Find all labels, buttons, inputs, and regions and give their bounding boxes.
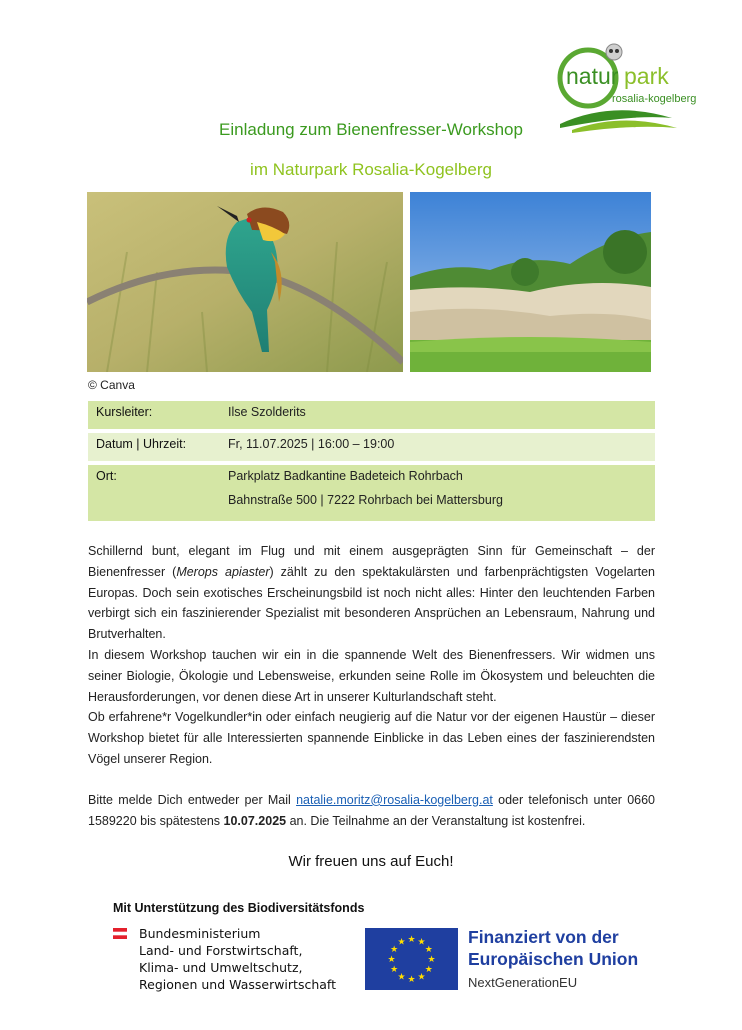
info-row-leader: [88, 401, 655, 429]
info-row-place: [88, 465, 655, 521]
eu-star: ★: [390, 964, 399, 974]
eu-star: ★: [407, 934, 416, 944]
eu-funding-text: [468, 926, 638, 990]
paragraph-3: Ob erfahrene*r Vogelkundler*in oder einfach neugierig auf die Natur vor der eigenen Haustür – dieser Workshop bietet für alle Interessierten spannende Einblicke in das Leben eines der faszinierendsten Vögel unserer Region.: [88, 710, 655, 766]
page-subtitle: im Naturpark Rosalia-Kogelberg: [250, 160, 492, 179]
leader-label: Kursleiter:: [96, 405, 153, 419]
page-title: Einladung zum Bienenfresser-Workshop: [219, 120, 523, 139]
latin-name: Merops apiaster: [176, 564, 270, 579]
place-label: Ort:: [96, 469, 117, 483]
place-value: [228, 469, 655, 517]
ministry-line-1: Bundesministerium: [139, 926, 261, 941]
eu-star: ★: [397, 971, 406, 982]
description-text: [88, 541, 655, 831]
paragraph-2: In diesem Workshop tauchen wir ein in die spannende Welt des Bienenfressers. Wir widmen uns seiner Biologie, Ökologie und Lebensweise, erkunden seine Rolle im Ökosystem und beleuchten die Herausforderungen, vor denen diese Art in unserer Kulturlandschaft steht.: [88, 647, 655, 704]
ministry-line-3: Klima- und Umweltschutz,: [139, 960, 303, 975]
eu-star: ★: [407, 974, 416, 984]
logo-natur-text: natur: [566, 63, 619, 89]
course-info-table: [88, 401, 655, 525]
eu-star: ★: [397, 936, 406, 947]
bee-eater-photo: [87, 192, 403, 372]
ministry-line-4: Regionen und Wasserwirtschaft: [139, 977, 336, 992]
ministry-line-2: Land- und Forstwirtschaft,: [139, 943, 303, 958]
eu-star: ★: [424, 964, 433, 974]
eu-star: ★: [387, 954, 396, 964]
habitat-photo: [410, 192, 651, 372]
eu-star: ★: [427, 954, 436, 964]
place-line-1: Parkplatz Badkantine Badeteich Rohrbach: [228, 469, 463, 483]
leader-value: Ilse Szolderits: [228, 405, 306, 419]
photo-credit: © Canva: [88, 378, 135, 392]
eu-line-3: NextGenerationEU: [468, 975, 578, 990]
date-label: Datum | Uhrzeit:: [96, 437, 187, 451]
deadline-date: 10.07.2025: [223, 813, 287, 828]
date-value: Fr, 11.07.2025 | 16:00 – 19:00: [228, 437, 395, 451]
eu-star: ★: [417, 971, 426, 982]
ministry-logo: [113, 925, 336, 993]
eu-line-1: Finanziert von der: [468, 927, 619, 947]
registration-paragraph: Bitte melde Dich entweder per Mail natalie.moritz@rosalia-kogelberg.at oder telefonisch unter 0660 1589220 bis spätestens 10.07.2025 an. Die Teilnahme an der Veranstaltung ist kostenfrei.: [88, 792, 656, 828]
eu-flag-icon: [365, 928, 458, 990]
eu-star: ★: [424, 944, 433, 954]
place-line-2: Bahnstraße 500 | 7222 Rohrbach bei Mattersburg: [228, 493, 503, 507]
paragraph-1: Schillernd bunt, elegant im Flug und mit einem ausgeprägten Sinn für Gemeinschaft – der Bienenfresser (Merops apiaster) zählt zu den spektakulärsten und farbenprächtigsten Vogelarten Europas. Doch sein exotisches Erscheinungsbild ist noch nicht alles: Hinter den leuchtenden Farben verbirgt sich ein faszinierender Spezialist mit besonderen Ansprüchen an Lebensraum, Nahrung und Brutverhalten.: [88, 544, 656, 642]
closing-line: Wir freuen uns auf Euch!: [288, 853, 454, 870]
logo-park-text: park: [624, 63, 669, 89]
info-row-date: [88, 433, 655, 461]
austria-flag-icon: [113, 928, 127, 939]
eu-star: ★: [390, 944, 399, 954]
email-link[interactable]: natalie.moritz@rosalia-kogelberg.at: [296, 792, 493, 807]
eu-line-2: Europäischen Union: [468, 949, 639, 969]
logo-subtitle: rosalia-kogelberg: [612, 93, 697, 105]
support-heading: Mit Unterstützung des Biodiversitätsfonds: [113, 901, 365, 915]
eu-star: ★: [417, 936, 426, 947]
